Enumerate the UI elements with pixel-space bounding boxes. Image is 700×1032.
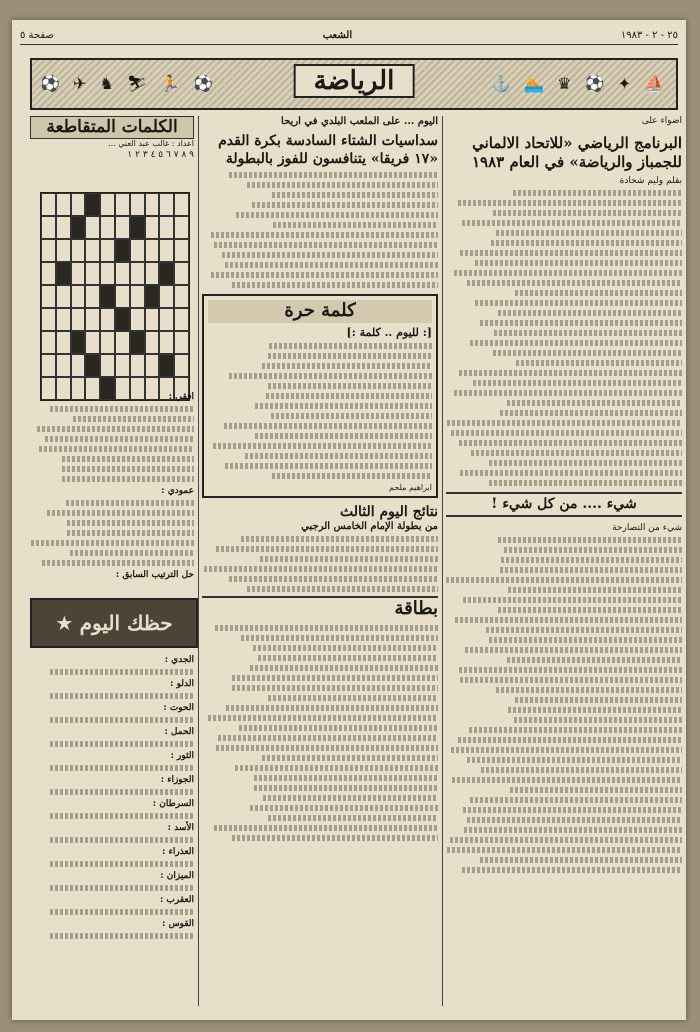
grid-cell[interactable]	[159, 239, 174, 262]
text-line	[245, 453, 432, 459]
text-line	[263, 795, 438, 801]
text-line	[214, 242, 438, 248]
text-line	[464, 827, 682, 833]
grid-cell[interactable]	[174, 262, 189, 285]
grid-cell[interactable]	[130, 331, 145, 354]
text-line	[268, 815, 438, 821]
grid-cell[interactable]	[159, 285, 174, 308]
text-line	[459, 370, 682, 376]
grid-cell[interactable]	[174, 216, 189, 239]
text-line	[486, 627, 682, 633]
grid-cell[interactable]	[41, 193, 56, 216]
column-rule	[442, 116, 443, 1006]
text-line	[45, 436, 194, 442]
body-text-2	[446, 537, 682, 873]
text-line	[496, 687, 682, 693]
text-line	[229, 172, 438, 178]
text-line	[266, 393, 432, 399]
text-line	[514, 717, 682, 723]
text-line	[459, 440, 682, 446]
horoscope-sign: الجوزاء :	[30, 775, 194, 795]
text-line	[272, 473, 432, 479]
grid-numbers: ٩ ٨ ٧ ٦ ٥ ٤ ٣ ٢ ١	[127, 150, 194, 161]
text-line	[470, 340, 682, 346]
grid-cell[interactable]	[100, 216, 115, 239]
kicker: أضواء على	[641, 116, 682, 126]
opinion-text	[208, 343, 432, 479]
text-line	[50, 406, 194, 412]
text-line	[241, 635, 438, 641]
grid-cell[interactable]	[56, 193, 71, 216]
text-line	[216, 745, 438, 751]
text-line	[454, 270, 682, 276]
newspaper-page	[12, 20, 686, 1020]
text-line	[225, 262, 438, 268]
text-line	[480, 320, 682, 326]
horoscope-sign: الدلو :	[30, 679, 194, 699]
text-line	[254, 775, 438, 781]
text-line	[498, 310, 682, 316]
grid-cell[interactable]	[130, 285, 145, 308]
horoscope-list	[30, 652, 194, 1002]
grid-cell[interactable]	[41, 354, 56, 377]
text-line	[507, 400, 682, 406]
text-line	[226, 705, 438, 711]
text-line	[462, 867, 682, 873]
text-line	[475, 260, 682, 266]
text-line	[489, 637, 682, 643]
text-line	[507, 657, 682, 663]
text-line	[273, 222, 438, 228]
grid-cell[interactable]	[85, 308, 100, 331]
subheading: شيء من التصارحة	[612, 523, 682, 533]
text-line	[247, 586, 438, 592]
text-line	[508, 587, 682, 593]
text-line	[500, 567, 682, 573]
grid-cell[interactable]	[130, 193, 145, 216]
text-line	[498, 607, 682, 613]
text-line	[451, 747, 682, 753]
grid-cell[interactable]	[100, 331, 115, 354]
text-line	[235, 765, 438, 771]
grid-cell[interactable]	[145, 216, 160, 239]
grid-cell[interactable]	[41, 216, 56, 239]
grid-cell[interactable]	[130, 216, 145, 239]
grid-cell[interactable]	[174, 239, 189, 262]
horoscope-sign: الميزان :	[30, 871, 194, 891]
grid-cell[interactable]	[41, 239, 56, 262]
text-line	[475, 300, 682, 306]
text-line	[229, 576, 438, 582]
text-line	[42, 560, 194, 566]
grid-cell[interactable]	[115, 354, 130, 377]
text-line	[455, 617, 682, 623]
text-line	[62, 466, 194, 472]
right-column	[446, 116, 682, 1006]
horoscope-sign: العذراء :	[30, 847, 194, 867]
text-line	[489, 480, 682, 486]
grid-cell[interactable]	[85, 285, 100, 308]
body-text	[202, 172, 438, 288]
results-sub: من بطولة الإمام الخامس الرجبي	[301, 521, 438, 532]
text-line	[250, 665, 438, 671]
grid-cell[interactable]	[56, 285, 71, 308]
text-line	[250, 805, 438, 811]
text-line	[262, 363, 432, 369]
grid-cell[interactable]	[130, 239, 145, 262]
grid-cell[interactable]	[71, 239, 86, 262]
text-line	[232, 282, 438, 288]
text-line	[216, 546, 438, 552]
text-line	[459, 667, 682, 673]
text-line	[500, 410, 682, 416]
text-line	[258, 655, 438, 661]
grid-cell[interactable]	[145, 354, 160, 377]
kicker: اليوم ... على الملعب البلدي في أريحا	[281, 116, 438, 127]
text-line	[225, 463, 432, 469]
text-line	[447, 847, 682, 853]
grid-cell[interactable]	[100, 285, 115, 308]
text-line	[70, 550, 194, 556]
text-line	[47, 510, 194, 516]
byline: بقلم وليم شحادة	[619, 175, 682, 186]
grid-cell[interactable]	[41, 285, 56, 308]
text-line	[454, 390, 682, 396]
opinion-sub: [: لليوم .. كلمة :]	[346, 325, 432, 339]
across-clues	[30, 406, 194, 482]
grid-cell[interactable]	[56, 354, 71, 377]
grid-cell[interactable]	[145, 308, 160, 331]
horoscope-sign: الحوت :	[30, 703, 194, 723]
text-line	[224, 423, 432, 429]
text-line	[232, 675, 438, 681]
grid-cell[interactable]	[145, 262, 160, 285]
text-line	[67, 520, 194, 526]
text-line	[496, 230, 682, 236]
grid-cell[interactable]	[145, 331, 160, 354]
text-line	[214, 825, 438, 831]
text-line	[262, 755, 438, 761]
text-line	[515, 697, 682, 703]
text-line	[239, 725, 438, 731]
text-line	[268, 695, 438, 701]
grid-cell[interactable]	[71, 193, 86, 216]
grid-cell[interactable]	[145, 239, 160, 262]
text-line	[254, 785, 438, 791]
grid-cell[interactable]	[41, 331, 56, 354]
text-line	[516, 360, 682, 366]
grid-cell[interactable]	[71, 331, 86, 354]
text-line	[460, 677, 682, 683]
text-line	[241, 536, 438, 542]
issue-date: ٢٥ - ٢ - ١٩٨٣	[620, 29, 678, 41]
text-line	[480, 857, 682, 863]
grid-cell[interactable]	[71, 308, 86, 331]
grid-cell[interactable]	[71, 216, 86, 239]
text-line	[491, 240, 682, 246]
text-line	[211, 232, 438, 238]
text-line	[232, 685, 438, 691]
grid-cell[interactable]	[71, 262, 86, 285]
text-line	[462, 220, 682, 226]
grid-cell[interactable]	[159, 193, 174, 216]
masthead	[20, 26, 678, 45]
grid-cell[interactable]	[115, 308, 130, 331]
sports-banner	[30, 58, 678, 110]
banner-title: الرياضة	[294, 64, 415, 98]
opinion-box	[202, 294, 438, 498]
grid-cell[interactable]	[85, 193, 100, 216]
text-line	[268, 383, 432, 389]
grid-cell[interactable]	[174, 354, 189, 377]
middle-column	[202, 116, 438, 1006]
crossword-grid[interactable]	[40, 192, 190, 401]
grid-cell[interactable]	[159, 308, 174, 331]
text-line	[215, 625, 438, 631]
grid-cell[interactable]	[115, 262, 130, 285]
opinion-title: كلمة حرة	[208, 300, 432, 323]
text-line	[73, 416, 194, 422]
text-line	[447, 420, 682, 426]
text-line	[222, 252, 438, 258]
text-line	[467, 817, 682, 823]
grid-cell[interactable]	[115, 239, 130, 262]
text-line	[66, 500, 194, 506]
text-line	[452, 777, 682, 783]
sport-icons-left: ⚽ ✈ ♞ ⛷ 🏃 ⚽	[40, 74, 218, 93]
grid-cell[interactable]	[85, 262, 100, 285]
puzzle-sub: اعداد : غالب عبد الغني ...	[108, 139, 194, 149]
text-line	[481, 767, 682, 773]
grid-cell[interactable]	[130, 354, 145, 377]
headline-2: «١٧ فريقا» يتنافسون للفوز بالبطولة	[225, 150, 438, 167]
card-text	[202, 625, 438, 841]
results-text	[202, 536, 438, 592]
horoscope-sign: القوس :	[30, 919, 194, 939]
grid-cell[interactable]	[41, 262, 56, 285]
grid-cell[interactable]	[71, 354, 86, 377]
grid-cell[interactable]	[56, 331, 71, 354]
text-line	[467, 757, 682, 763]
down-label: عمودي :	[161, 486, 194, 496]
text-line	[470, 797, 682, 803]
headline: البرنامج الرياضي «للاتحاد الالماني	[472, 134, 682, 152]
grid-cell[interactable]	[100, 239, 115, 262]
horoscope-sign: العقرب :	[30, 895, 194, 915]
text-line	[513, 190, 682, 196]
results-heading: نتائج اليوم الثالث	[339, 503, 438, 520]
text-line	[494, 330, 682, 336]
text-line	[204, 566, 438, 572]
horoscope-sign: الثور :	[30, 751, 194, 771]
text-line	[463, 807, 682, 813]
column-rule	[198, 116, 199, 1006]
text-line	[508, 707, 682, 713]
text-line	[471, 450, 682, 456]
grid-cell[interactable]	[115, 216, 130, 239]
down-clues	[30, 500, 194, 566]
text-line	[446, 577, 682, 583]
text-line	[247, 182, 438, 188]
grid-cell[interactable]	[85, 216, 100, 239]
text-line	[218, 735, 438, 741]
text-line	[211, 272, 438, 278]
grid-cell[interactable]	[174, 285, 189, 308]
puzzle-clues	[30, 392, 194, 592]
grid-cell[interactable]	[56, 216, 71, 239]
horoscope-sign: السرطان :	[30, 799, 194, 819]
grid-cell[interactable]	[85, 331, 100, 354]
text-line	[62, 476, 194, 482]
grid-cell[interactable]	[130, 308, 145, 331]
text-line	[268, 353, 432, 359]
text-line	[269, 343, 432, 349]
headline-2: للجمباز والرياضة» في العام ١٩٨٣	[471, 152, 682, 171]
text-line	[236, 212, 438, 218]
grid-cell[interactable]	[100, 354, 115, 377]
across-label: أفقي :	[168, 392, 194, 402]
text-line	[493, 210, 682, 216]
grid-cell[interactable]	[174, 308, 189, 331]
grid-cell[interactable]	[100, 308, 115, 331]
text-line	[473, 380, 682, 386]
text-line	[272, 192, 438, 198]
text-line	[467, 280, 682, 286]
text-line	[465, 647, 682, 653]
text-line	[255, 403, 432, 409]
grid-cell[interactable]	[85, 354, 100, 377]
page-number: صفحة ٥	[20, 29, 54, 41]
grid-cell[interactable]	[115, 285, 130, 308]
text-line	[39, 446, 194, 452]
text-line	[229, 373, 432, 379]
horoscope-sign: الحمل :	[30, 727, 194, 747]
author: ابراهيم ملحم	[388, 482, 432, 492]
headline: سداسيات الشتاء السادسة بكرة القدم	[218, 133, 438, 149]
grid-cell[interactable]	[145, 285, 160, 308]
card-heading: بطاقة	[202, 596, 438, 621]
text-line	[469, 727, 682, 733]
text-line	[213, 443, 432, 449]
grid-cell[interactable]	[41, 308, 56, 331]
grid-cell[interactable]	[159, 354, 174, 377]
text-line	[460, 470, 682, 476]
text-line	[493, 350, 682, 356]
grid-cell[interactable]	[174, 193, 189, 216]
text-line	[31, 540, 194, 546]
grid-cell[interactable]	[85, 239, 100, 262]
text-line	[252, 202, 438, 208]
text-line	[450, 837, 682, 843]
text-line	[208, 715, 438, 721]
grid-cell[interactable]	[159, 262, 174, 285]
horoscope-title: حظك اليوم	[79, 611, 173, 635]
grid-cell[interactable]	[145, 193, 160, 216]
body-text	[446, 190, 682, 486]
grid-cell[interactable]	[100, 262, 115, 285]
puzzle-title: الكلمات المتقاطعة	[30, 116, 194, 139]
text-line	[510, 787, 682, 793]
grid-cell[interactable]	[174, 331, 189, 354]
paper-name: الشعب	[322, 29, 353, 41]
grid-cell[interactable]	[56, 239, 71, 262]
text-line	[489, 460, 682, 466]
grid-cell[interactable]	[56, 308, 71, 331]
grid-cell[interactable]	[115, 193, 130, 216]
text-line	[255, 433, 432, 439]
grid-cell[interactable]	[56, 262, 71, 285]
text-line	[460, 250, 682, 256]
grid-cell[interactable]	[159, 216, 174, 239]
horoscope-banner	[30, 598, 198, 648]
star-icon: ★	[55, 611, 74, 635]
horoscope-sign: الأسد :	[30, 823, 194, 843]
text-line	[253, 645, 438, 651]
grid-cell[interactable]	[100, 193, 115, 216]
grid-cell[interactable]	[159, 331, 174, 354]
text-line	[451, 430, 682, 436]
text-line	[501, 557, 682, 563]
horoscope-sign: الجدي :	[30, 655, 194, 675]
text-line	[498, 537, 682, 543]
grid-cell[interactable]	[71, 285, 86, 308]
text-line	[458, 737, 682, 743]
grid-cell[interactable]	[115, 331, 130, 354]
text-line	[463, 597, 682, 603]
section-heading: شيء .... من كل شيء !	[446, 492, 682, 518]
sport-icons-right: ⚓ 🏊 ♛ ⚽ ✦ ⛵	[491, 74, 668, 93]
text-line	[515, 290, 682, 296]
text-line	[260, 556, 438, 562]
text-line	[271, 413, 432, 419]
text-line	[67, 530, 194, 536]
text-line	[458, 200, 682, 206]
text-line	[62, 456, 194, 462]
solution-label: حل الترتيب السابق :	[115, 570, 194, 580]
text-line	[504, 547, 682, 553]
grid-cell[interactable]	[130, 262, 145, 285]
text-line	[232, 835, 438, 841]
text-line	[37, 426, 194, 432]
